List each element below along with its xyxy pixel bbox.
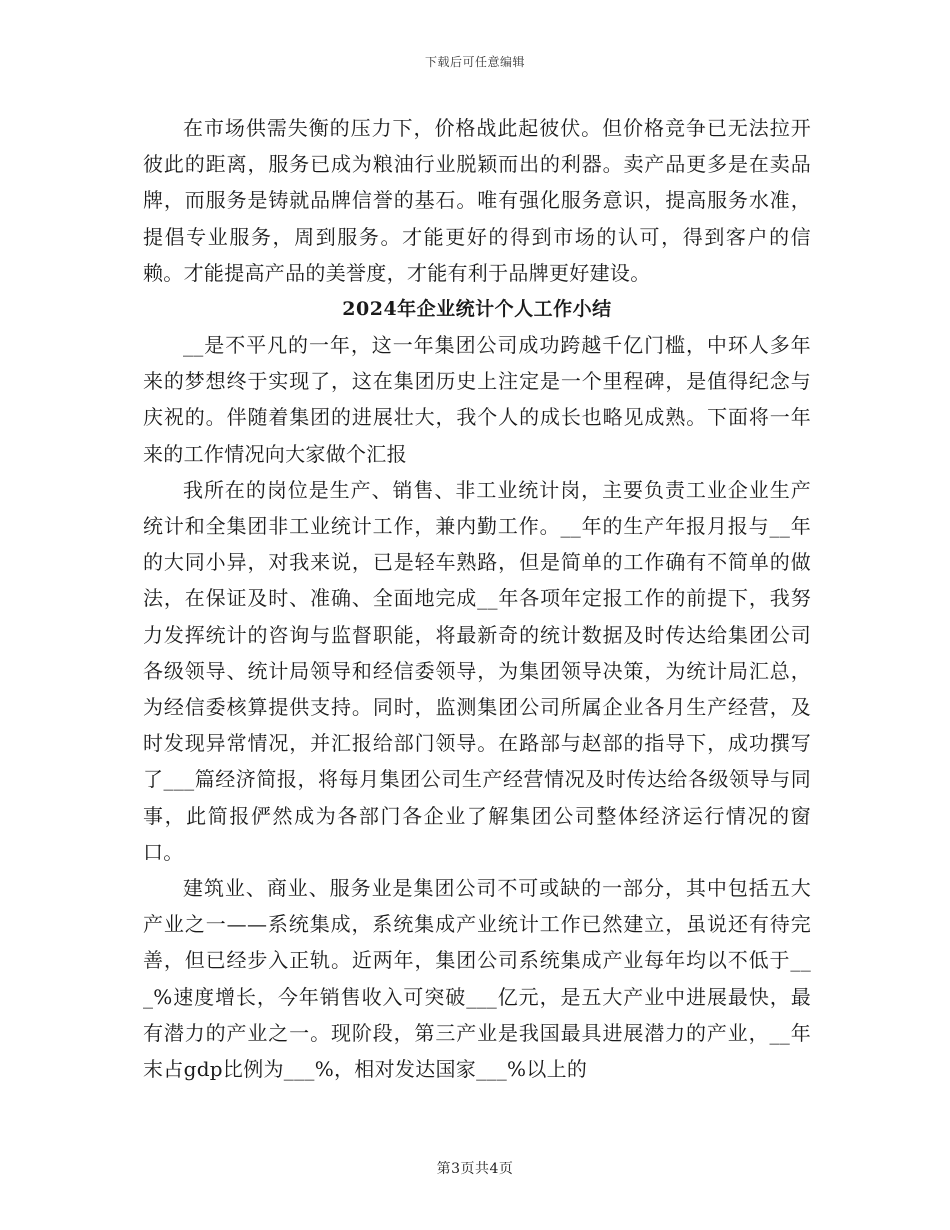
- page-footer: 第3页共4页: [436, 1161, 514, 1177]
- body-paragraph-3: 建筑业、商业、服务业是集团公司不可或缺的一部分，其中包括五大产业之一——系统集成，系统集成产业统计工作已然建立，虽说还有待完善，但已经步入正轨。近两年，集团公司系统集成产业每年均以不低于___%速度增长，今年销售收入可突破___亿元，是五大产业中进展最快，最有潜力的产业之一。现阶段，第三产业是我国最具进展潜力的产业，__年末占gdp比例为___%，相对发达国家___%以上的: [143, 876, 811, 1082]
- page-header: 下载后可任意编辑: [424, 55, 525, 69]
- intro-paragraph: 在市场供需失衡的压力下，价格战此起彼伏。但价格竞争已无法拉开彼此的距离，服务已成为粮油行业脱颖而出的利器。卖产品更多是在卖品牌，而服务是铸就品牌信誉的基石。唯有强化服务意识，提高服务水准，提倡专业服务，周到服务。才能更好的得到市场的认可，得到客户的信赖。才能提高产品的美誉度，才能有利于品牌更好建设。: [143, 116, 811, 285]
- document-body: [143, 110, 811, 1087]
- body-paragraph-2: 我所在的岗位是生产、销售、非工业统计岗，主要负责工业企业生产统计和全集团非工业统计工作，兼内勤工作。__年的生产年报月报与__年的大同小异，对我来说，已是轻车熟路，但是简单的工作确有不简单的做法，在保证及时、准确、全面地完成__年各项年定报工作的前提下，我努力发挥统计的咨询与监督职能，将最新奇的统计数据及时传达给集团公司各级领导、统计局领导和经信委领导，为集团领导决策，为统计局汇总，为经信委核算提供支持。同时，监测集团公司所属企业各月生产经营，及时发现异常情况，并汇报给部门领导。在路部与赵部的指导下，成功撰写了___篇经济简报，将每月集团公司生产经营情况及时传达给各级领导与同事，此简报俨然成为各部门各企业了解集团公司整体经济运行情况的窗口。: [143, 477, 811, 864]
- document-title: 2024年企业统计个人工作小结: [342, 298, 612, 321]
- body-paragraph-1: __是不平凡的一年，这一年集团公司成功跨越千亿门槛，中环人多年来的梦想终于实现了，这在集团历史上注定是一个里程碑，是值得纪念与庆祝的。伴随着集团的进展壮大，我个人的成长也略见成熟。下面将一年来的工作情况向大家做个汇报: [143, 333, 811, 466]
